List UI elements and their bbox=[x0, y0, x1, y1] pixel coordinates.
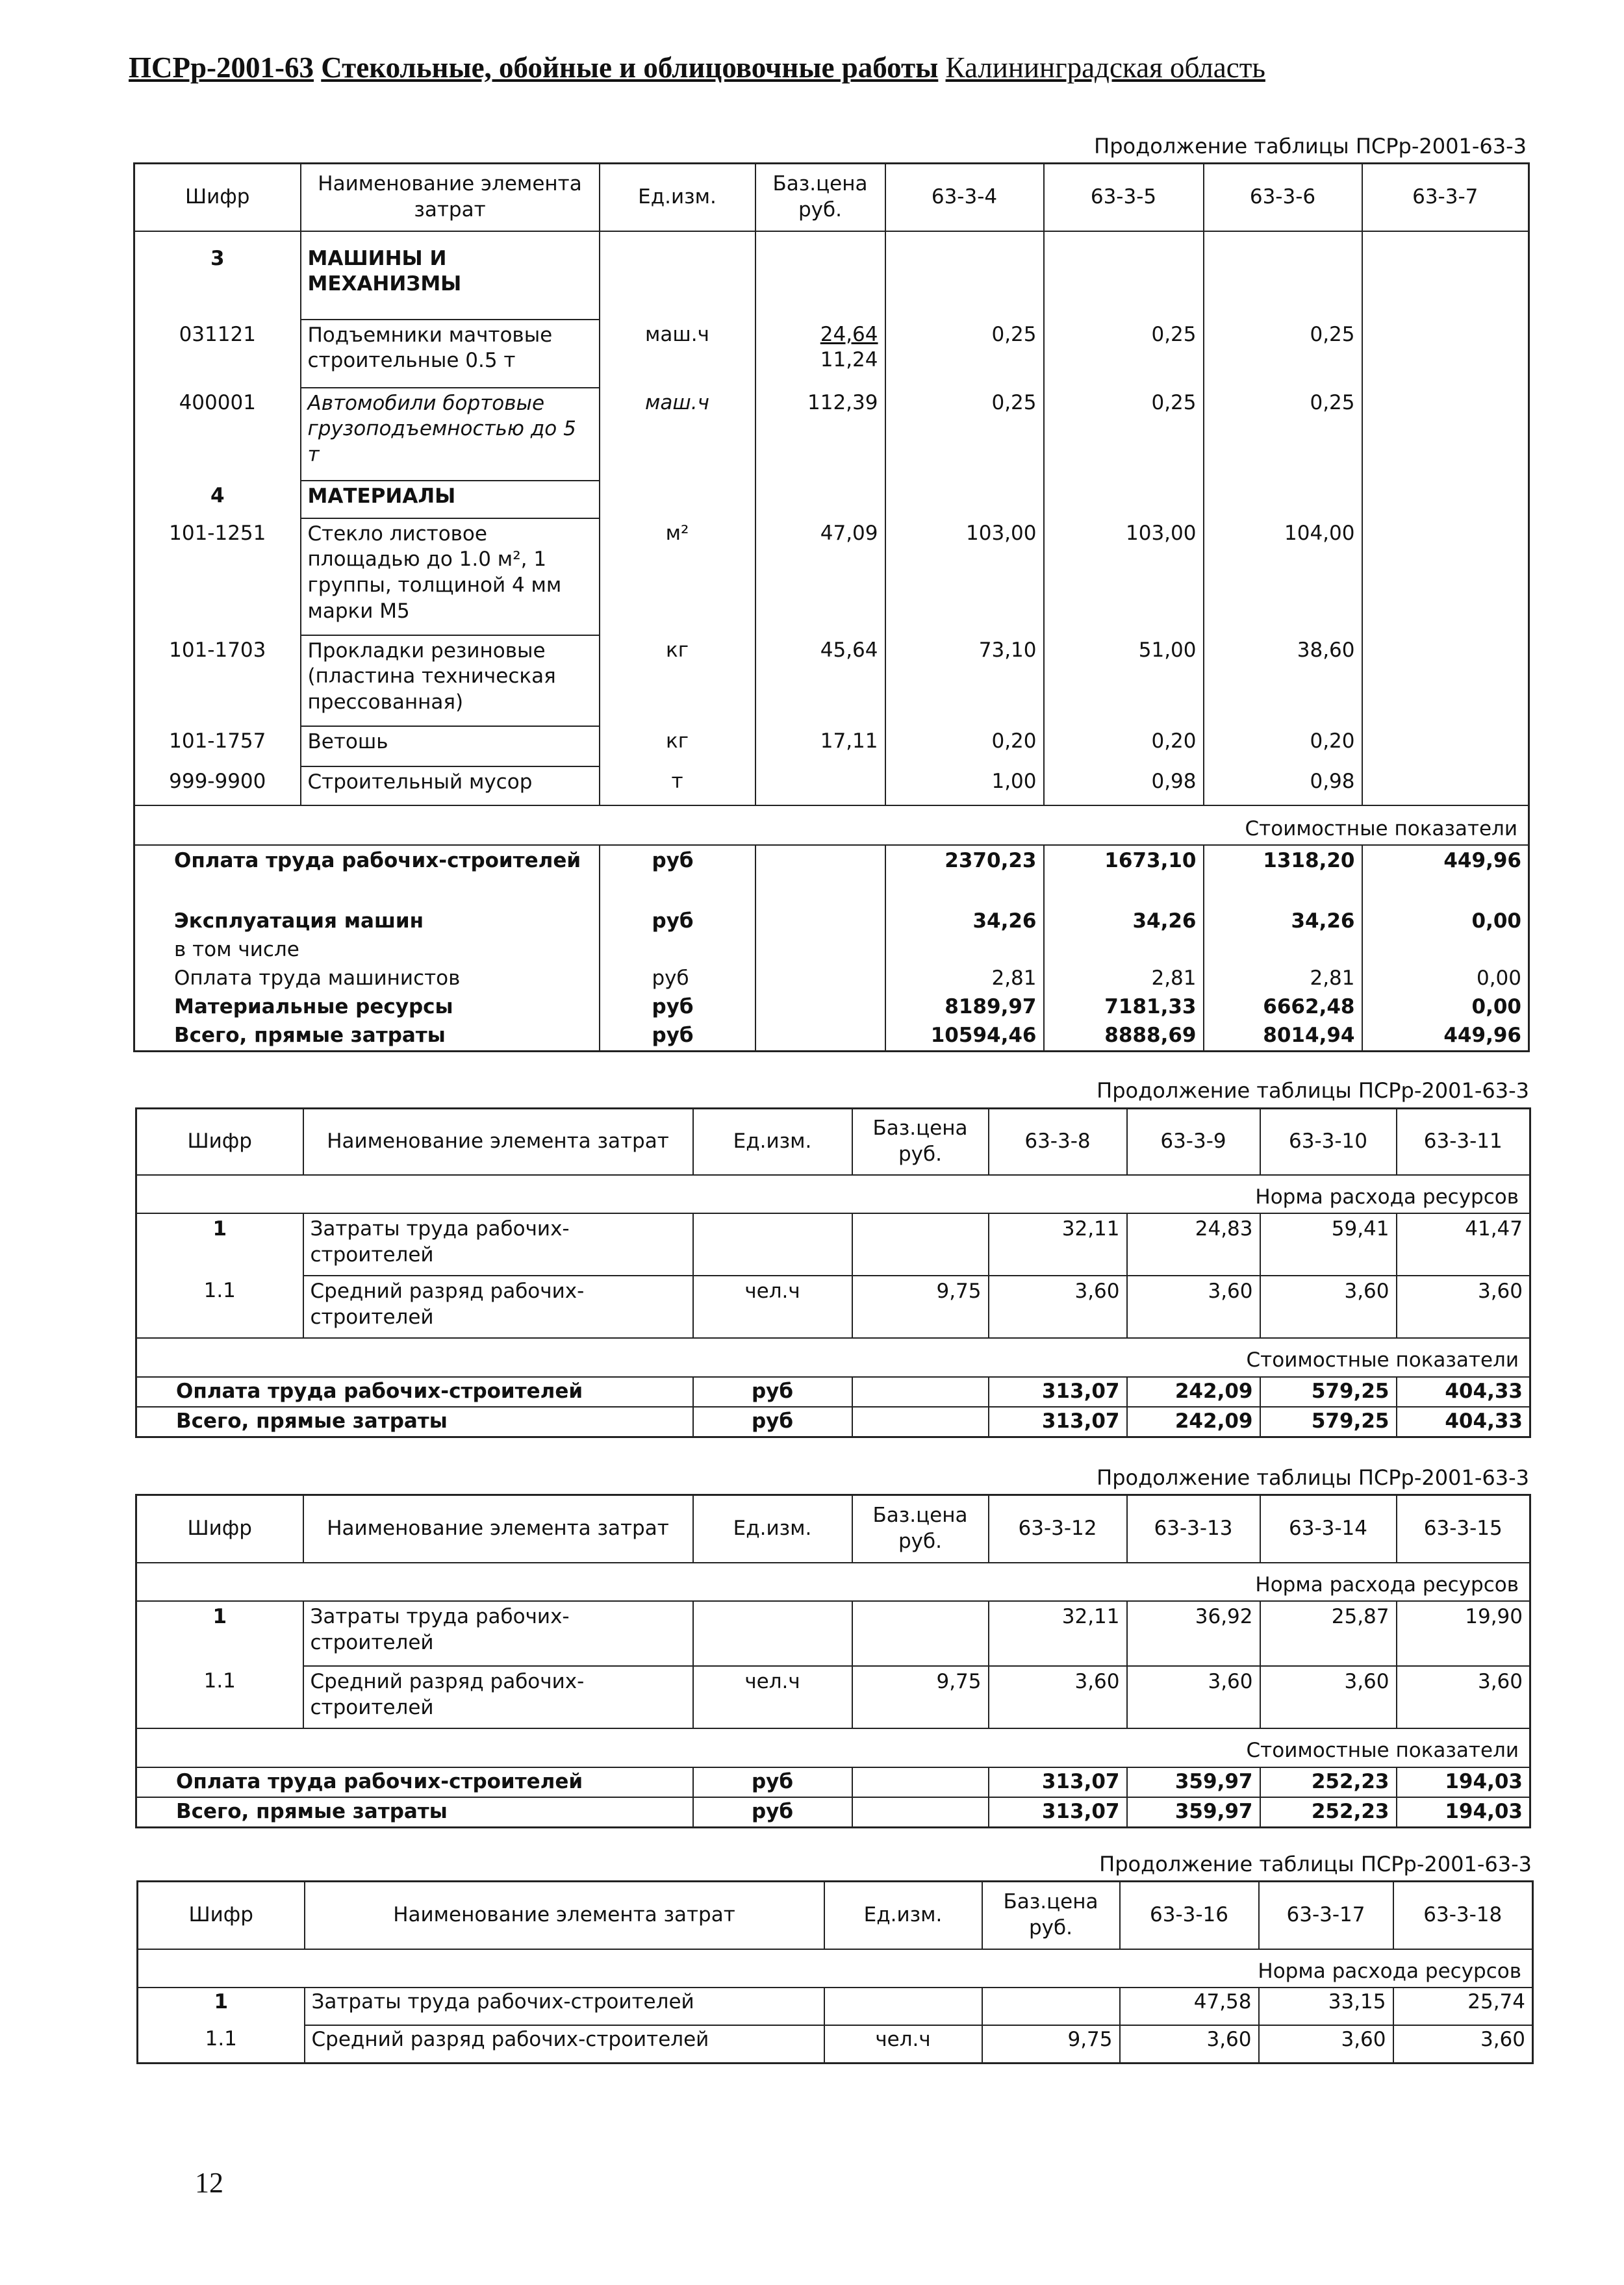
cost-value: 2370,23 bbox=[885, 845, 1044, 907]
cost-value: 404,33 bbox=[1397, 1407, 1530, 1437]
section-norm-label: Норма расхода ресурсов bbox=[136, 1175, 1530, 1214]
col-code-header: Шифр bbox=[136, 1109, 303, 1175]
row-price: 9,75 bbox=[852, 1666, 989, 1728]
collection-title: Стекольные, обойные и облицовочные работы bbox=[321, 51, 939, 84]
row-value: 0,25 bbox=[1044, 320, 1204, 388]
section-cost-label: Стоимостные показатели bbox=[136, 1728, 1530, 1767]
cost-row bbox=[134, 993, 1529, 1022]
price-base: 24,64 bbox=[820, 322, 878, 346]
cost-value: 2,81 bbox=[1204, 965, 1362, 993]
col-header: 63-3-14 bbox=[1260, 1495, 1397, 1563]
row-code: 1.1 bbox=[136, 1666, 303, 1728]
col-header: 63-3-10 bbox=[1260, 1109, 1397, 1175]
cost-value: 0,00 bbox=[1362, 993, 1529, 1022]
resource-table-2 bbox=[135, 1107, 1531, 1438]
cost-name: Оплата труда рабочих-строителей bbox=[136, 1377, 693, 1407]
cost-row bbox=[134, 845, 1529, 907]
cost-value: 6662,48 bbox=[1204, 993, 1362, 1022]
row-value: 36,92 bbox=[1127, 1601, 1260, 1666]
cost-row bbox=[136, 1377, 1530, 1407]
cost-unit: руб bbox=[693, 1407, 852, 1437]
page-number: 12 bbox=[195, 2167, 223, 2199]
row-name: Ветошь bbox=[301, 726, 600, 766]
table-header-row bbox=[136, 1109, 1530, 1175]
row-value: 0,20 bbox=[1044, 726, 1204, 766]
row-value: 0,25 bbox=[885, 320, 1044, 388]
cost-unit: руб bbox=[600, 993, 755, 1022]
col-header: 63-3-6 bbox=[1204, 164, 1362, 231]
cost-value: 579,25 bbox=[1260, 1377, 1397, 1407]
continuation-label-3: Продолжение таблицы ПСРр-2001-63-3 bbox=[1097, 1465, 1529, 1490]
section-cost-label: Стоимостные показатели bbox=[134, 805, 1529, 846]
col-code-header: Шифр bbox=[134, 164, 301, 231]
row-name: Средний разряд рабочих-строителей bbox=[303, 1276, 693, 1338]
row-unit: чел.ч bbox=[693, 1276, 852, 1338]
cost-value: 34,26 bbox=[1044, 907, 1204, 936]
row-price: 9,75 bbox=[852, 1276, 989, 1338]
row-value: 73,10 bbox=[885, 635, 1044, 726]
cost-value: 242,09 bbox=[1127, 1377, 1260, 1407]
cost-value: 194,03 bbox=[1397, 1767, 1530, 1797]
row-value: 0,98 bbox=[1204, 766, 1362, 805]
col-code-header: Шифр bbox=[136, 1495, 303, 1563]
cost-name: Материальные ресурсы bbox=[134, 993, 600, 1022]
row-value: 3,60 bbox=[1393, 2025, 1533, 2063]
col-header: 63-3-18 bbox=[1393, 1882, 1533, 1949]
section-divider bbox=[136, 1338, 1530, 1377]
table-row bbox=[134, 518, 1529, 635]
row-code: 1.1 bbox=[138, 2025, 305, 2063]
col-price-header: Баз.цена руб. bbox=[852, 1109, 989, 1175]
table-row bbox=[134, 481, 1529, 518]
row-unit: т bbox=[600, 766, 755, 805]
row-value: 32,11 bbox=[989, 1213, 1127, 1276]
cost-name: Эксплуатация машин bbox=[134, 907, 600, 936]
section-divider bbox=[136, 1563, 1530, 1602]
row-value: 3,60 bbox=[1127, 1276, 1260, 1338]
row-name: Строительный мусор bbox=[301, 766, 600, 805]
section-cost-label: Стоимостные показатели bbox=[136, 1338, 1530, 1377]
col-header: 63-3-15 bbox=[1397, 1495, 1530, 1563]
cost-value: 7181,33 bbox=[1044, 993, 1204, 1022]
col-header: 63-3-16 bbox=[1120, 1882, 1259, 1949]
cost-value: 313,07 bbox=[989, 1407, 1127, 1437]
row-code: 1 bbox=[136, 1601, 303, 1666]
row-name: Затраты труда рабочих-строителей bbox=[303, 1213, 693, 1276]
row-name: Затраты труда рабочих-строителей bbox=[305, 1988, 824, 2025]
row-name: Средний разряд рабочих-строителей bbox=[305, 2025, 824, 2063]
row-value: 3,60 bbox=[1397, 1276, 1530, 1338]
row-value: 3,60 bbox=[1397, 1666, 1530, 1728]
section-divider bbox=[134, 805, 1529, 846]
table-row bbox=[138, 2025, 1533, 2063]
row-value: 0,20 bbox=[1204, 726, 1362, 766]
cost-name: Оплата труда рабочих-строителей bbox=[136, 1767, 693, 1797]
row-name: Средний разряд рабочих-строителей bbox=[303, 1666, 693, 1728]
table-row bbox=[138, 1988, 1533, 2025]
cost-value: 242,09 bbox=[1127, 1407, 1260, 1437]
cost-value: 2,81 bbox=[885, 965, 1044, 993]
row-unit: кг bbox=[600, 726, 755, 766]
cost-value: 194,03 bbox=[1397, 1797, 1530, 1827]
section-norm-label: Норма расхода ресурсов bbox=[138, 1949, 1533, 1988]
price-secondary: 11,24 bbox=[820, 348, 878, 372]
row-value: 25,87 bbox=[1260, 1601, 1397, 1666]
table-row bbox=[136, 1666, 1530, 1728]
table-header-row bbox=[136, 1495, 1530, 1563]
row-unit: кг bbox=[600, 635, 755, 726]
row-name: Прокладки резиновые (пластина техническая прессованная) bbox=[301, 635, 600, 726]
row-unit: чел.ч bbox=[824, 2025, 982, 2063]
table-header-row bbox=[134, 164, 1529, 231]
table-row bbox=[134, 320, 1529, 388]
col-name-header: Наименование элемента затрат bbox=[305, 1882, 824, 1949]
row-price bbox=[755, 766, 885, 805]
table-row bbox=[134, 726, 1529, 766]
table-row bbox=[136, 1213, 1530, 1276]
cost-value: 579,25 bbox=[1260, 1407, 1397, 1437]
row-name: Подъемники мачтовые строительные 0.5 т bbox=[301, 320, 600, 388]
cost-value: 313,07 bbox=[989, 1767, 1127, 1797]
row-value: 1,00 bbox=[885, 766, 1044, 805]
col-name-header: Наименование элемента затрат bbox=[303, 1495, 693, 1563]
cost-value: 10594,46 bbox=[885, 1022, 1044, 1051]
row-code: 3 bbox=[134, 231, 301, 320]
cost-row bbox=[134, 965, 1529, 993]
cost-unit: руб bbox=[693, 1797, 852, 1827]
row-code: 101-1757 bbox=[134, 726, 301, 766]
row-code: 4 bbox=[134, 481, 301, 518]
row-unit: чел.ч bbox=[693, 1666, 852, 1728]
cost-value: 449,96 bbox=[1362, 845, 1529, 907]
row-price: 112,39 bbox=[755, 388, 885, 481]
col-unit-header: Ед.изм. bbox=[693, 1109, 852, 1175]
resource-table-1 bbox=[133, 162, 1530, 1052]
row-code: 031121 bbox=[134, 320, 301, 388]
cost-row bbox=[134, 1022, 1529, 1051]
row-value: 0,20 bbox=[885, 726, 1044, 766]
row-value: 3,60 bbox=[1260, 1276, 1397, 1338]
collection-code: ПСРр-2001-63 bbox=[129, 51, 314, 84]
cost-value: 359,97 bbox=[1127, 1767, 1260, 1797]
row-value: 51,00 bbox=[1044, 635, 1204, 726]
cost-value: 313,07 bbox=[989, 1797, 1127, 1827]
col-name-header: Наименование элемента затрат bbox=[301, 164, 600, 231]
cost-unit: руб bbox=[600, 907, 755, 936]
col-header: 63-3-7 bbox=[1362, 164, 1529, 231]
col-code-header: Шифр bbox=[138, 1882, 305, 1949]
cost-name: Всего, прямые затраты bbox=[136, 1407, 693, 1437]
cost-name: Оплата труда рабочих-строителей bbox=[134, 845, 600, 907]
row-value: 3,60 bbox=[1259, 2025, 1393, 2063]
cost-value: 2,81 bbox=[1044, 965, 1204, 993]
row-name: Автомобили бортовые грузоподъемностью до 5 т bbox=[301, 388, 600, 481]
cost-value: 34,26 bbox=[885, 907, 1044, 936]
row-value: 41,47 bbox=[1397, 1213, 1530, 1276]
cost-row bbox=[136, 1407, 1530, 1437]
cost-unit: руб bbox=[600, 845, 755, 907]
cost-name: Всего, прямые затраты bbox=[134, 1022, 600, 1051]
row-value: 104,00 bbox=[1204, 518, 1362, 635]
section-norm-label: Норма расхода ресурсов bbox=[136, 1563, 1530, 1602]
page-header bbox=[129, 51, 1265, 84]
cost-name: в том числе bbox=[134, 936, 600, 965]
row-name: МАТЕРИАЛЫ bbox=[301, 481, 600, 518]
table-row bbox=[136, 1276, 1530, 1338]
cost-value: 0,00 bbox=[1362, 907, 1529, 936]
col-header: 63-3-17 bbox=[1259, 1882, 1393, 1949]
row-unit: маш.ч bbox=[600, 320, 755, 388]
col-header: 63-3-11 bbox=[1397, 1109, 1530, 1175]
col-price-header: Баз.цена руб. bbox=[982, 1882, 1120, 1949]
row-name: Стекло листовое площадью до 1.0 м², 1 группы, толщиной 4 мм марки М5 bbox=[301, 518, 600, 635]
continuation-label-1: Продолжение таблицы ПСРр-2001-63-3 bbox=[1094, 134, 1527, 158]
col-unit-header: Ед.изм. bbox=[693, 1495, 852, 1563]
cost-unit: руб bbox=[600, 965, 755, 993]
row-value: 3,60 bbox=[989, 1276, 1127, 1338]
row-value: 0,98 bbox=[1044, 766, 1204, 805]
cost-unit: руб bbox=[693, 1767, 852, 1797]
table-row bbox=[136, 1601, 1530, 1666]
row-code: 400001 bbox=[134, 388, 301, 481]
row-price: 17,11 bbox=[755, 726, 885, 766]
col-header: 63-3-8 bbox=[989, 1109, 1127, 1175]
row-code: 1.1 bbox=[136, 1276, 303, 1338]
cost-unit: руб bbox=[600, 1022, 755, 1051]
cost-value: 449,96 bbox=[1362, 1022, 1529, 1051]
row-value: 25,74 bbox=[1393, 1988, 1533, 2025]
section-divider bbox=[136, 1175, 1530, 1214]
col-unit-header: Ед.изм. bbox=[600, 164, 755, 231]
col-price-header: Баз.цена руб. bbox=[852, 1495, 989, 1563]
table-row bbox=[134, 388, 1529, 481]
table-header-row bbox=[138, 1882, 1533, 1949]
row-price: 9,75 bbox=[982, 2025, 1120, 2063]
row-code: 101-1703 bbox=[134, 635, 301, 726]
cost-value: 252,23 bbox=[1260, 1767, 1397, 1797]
row-value: 103,00 bbox=[1044, 518, 1204, 635]
row-value: 47,58 bbox=[1120, 1988, 1259, 2025]
cost-row bbox=[134, 936, 1529, 965]
row-name: МАШИНЫ И МЕХАНИЗМЫ bbox=[301, 231, 600, 320]
cost-value: 313,07 bbox=[989, 1377, 1127, 1407]
cost-value: 34,26 bbox=[1204, 907, 1362, 936]
col-header: 63-3-4 bbox=[885, 164, 1044, 231]
continuation-label-4: Продолжение таблицы ПСРр-2001-63-3 bbox=[1099, 1852, 1532, 1876]
cost-value: 404,33 bbox=[1397, 1377, 1530, 1407]
row-value: 59,41 bbox=[1260, 1213, 1397, 1276]
cost-value: 359,97 bbox=[1127, 1797, 1260, 1827]
col-header: 63-3-9 bbox=[1127, 1109, 1260, 1175]
section-divider bbox=[136, 1728, 1530, 1767]
row-code: 101-1251 bbox=[134, 518, 301, 635]
resource-table-4 bbox=[136, 1880, 1534, 2064]
cost-name: Оплата труда машинистов bbox=[134, 965, 600, 993]
col-header: 63-3-13 bbox=[1127, 1495, 1260, 1563]
resource-table-3 bbox=[135, 1494, 1531, 1828]
row-value: 103,00 bbox=[885, 518, 1044, 635]
cost-value: 8014,94 bbox=[1204, 1022, 1362, 1051]
row-value: 3,60 bbox=[989, 1666, 1127, 1728]
row-value: 0,25 bbox=[1204, 388, 1362, 481]
col-price-header: Баз.цена руб. bbox=[755, 164, 885, 231]
row-value: 32,11 bbox=[989, 1601, 1127, 1666]
row-code: 1 bbox=[136, 1213, 303, 1276]
row-value: 19,90 bbox=[1397, 1601, 1530, 1666]
cost-value: 8189,97 bbox=[885, 993, 1044, 1022]
col-header: 63-3-12 bbox=[989, 1495, 1127, 1563]
col-unit-header: Ед.изм. bbox=[824, 1882, 982, 1949]
cost-value: 252,23 bbox=[1260, 1797, 1397, 1827]
row-name: Затраты труда рабочих-строителей bbox=[303, 1601, 693, 1666]
row-unit: м² bbox=[600, 518, 755, 635]
row-value: 38,60 bbox=[1204, 635, 1362, 726]
cost-row bbox=[134, 907, 1529, 936]
cost-value: 1673,10 bbox=[1044, 845, 1204, 907]
row-code: 999-9900 bbox=[134, 766, 301, 805]
row-value: 0,25 bbox=[1044, 388, 1204, 481]
cost-row bbox=[136, 1797, 1530, 1827]
row-unit: маш.ч bbox=[600, 388, 755, 481]
cost-row bbox=[136, 1767, 1530, 1797]
row-price bbox=[755, 320, 885, 388]
table-row bbox=[134, 766, 1529, 805]
section-divider bbox=[138, 1949, 1533, 1988]
row-value: 33,15 bbox=[1259, 1988, 1393, 2025]
continuation-label-2: Продолжение таблицы ПСРр-2001-63-3 bbox=[1097, 1078, 1529, 1103]
row-value: 0,25 bbox=[1204, 320, 1362, 388]
table-row bbox=[134, 635, 1529, 726]
col-header: 63-3-5 bbox=[1044, 164, 1204, 231]
row-price: 47,09 bbox=[755, 518, 885, 635]
row-code: 1 bbox=[138, 1988, 305, 2025]
cost-value: 8888,69 bbox=[1044, 1022, 1204, 1051]
row-value: 3,60 bbox=[1120, 2025, 1259, 2063]
cost-value: 0,00 bbox=[1362, 965, 1529, 993]
cost-name: Всего, прямые затраты bbox=[136, 1797, 693, 1827]
row-value: 3,60 bbox=[1260, 1666, 1397, 1728]
row-value: 24,83 bbox=[1127, 1213, 1260, 1276]
table-row bbox=[134, 231, 1529, 320]
cost-unit: руб bbox=[693, 1377, 852, 1407]
cost-value: 1318,20 bbox=[1204, 845, 1362, 907]
row-value: 3,60 bbox=[1127, 1666, 1260, 1728]
row-price: 45,64 bbox=[755, 635, 885, 726]
col-name-header: Наименование элемента затрат bbox=[303, 1109, 693, 1175]
row-value: 0,25 bbox=[885, 388, 1044, 481]
region-name: Калининградская область bbox=[945, 51, 1265, 84]
